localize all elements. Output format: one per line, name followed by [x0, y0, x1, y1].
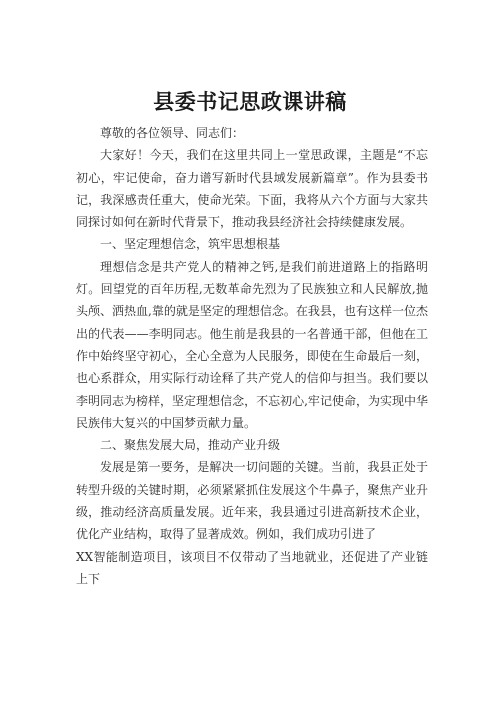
greeting-paragraph: 尊敬的各位领导、同志们： [100, 126, 245, 140]
section-2-paragraph: 发展是第一要务，是解决一切问题的关键。当前，我县正处于转型升级的关键时期，必须紧紧抓住发展这个牛鼻子，聚焦产业升级，推动经济高质量发展。近年来，我县通过引进高新技术企业，优化产业结构，取得了显著成效。例如，我们成功引进了 [76, 460, 428, 542]
section-2-continuation: XX智能制造项目，该项目不仅带动了当地就业，还促进了产业链上下 [76, 549, 428, 586]
intro-paragraph: 大家好！今天，我们在这里共同上一堂思政课，主题是“不忘初心，牢记使命，奋力谱写新时代县域发展新篇章”。作为县委书记，我深感责任重大，使命光荣。下面，我将从六个方面与大家共同探讨如何在新时代背景下，推动我县经济社会持续健康发展。 [76, 148, 428, 230]
document-title: 县委书记思政课讲稿 [153, 90, 347, 114]
section-heading-1: 一、坚定理想信念，筑牢思想根基 [100, 237, 281, 252]
section-heading-2: 二、聚焦发展大局，推动产业升级 [100, 438, 281, 453]
document-body [76, 122, 428, 590]
section-1-paragraph: 理想信念是共产党人的精神之钙,是我们前进道路上的指路明灯。回望党的百年历程,无数革命先烈为了民族独立和人民解放,抛头颅、洒热血,靠的就是坚定的理想信念。在我县，也有这样一位杰出的代表——李明同志。他生前是我县的一名普通干部，但他在工作中始终坚守初心，全心全意为人民服务，即使在生命最后一刻，也心系群众，用实际行动诠释了共产党人的信仰与担当。我们要以李明同志为榜样，坚定理想信念，不忘初心,牢记使命，为实现中华民族伟大复兴的中国梦贡献力量。 [76, 259, 428, 430]
